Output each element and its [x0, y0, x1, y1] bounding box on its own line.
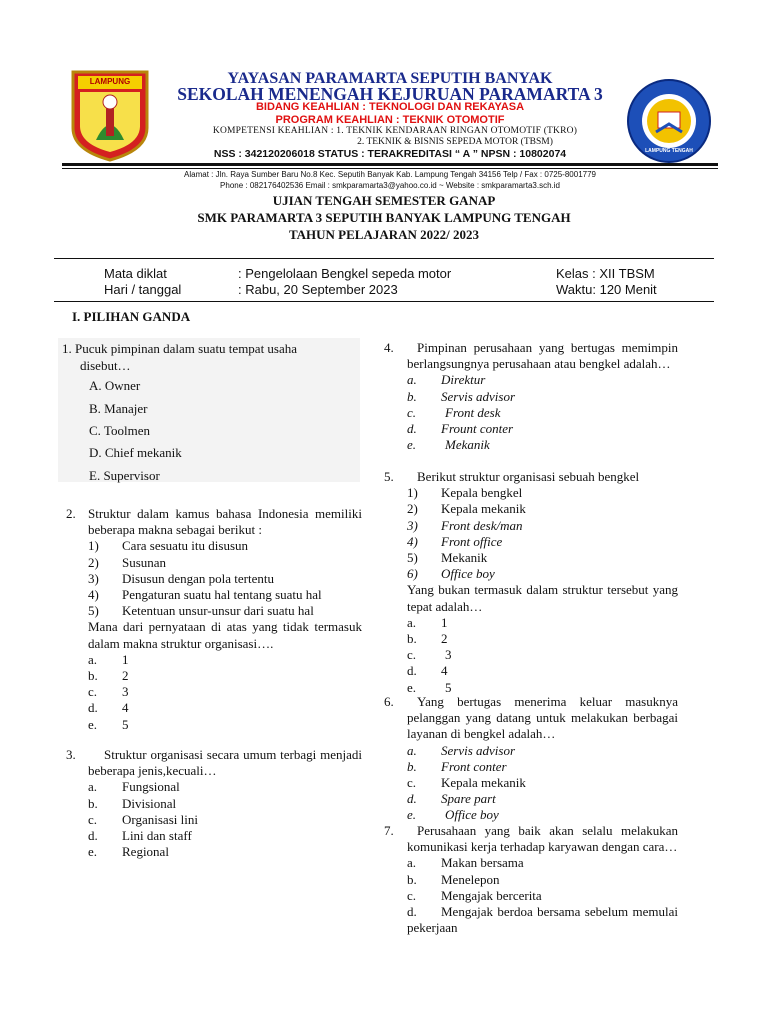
- q5-list-item-1: 1) Kepala bengkel: [407, 485, 523, 501]
- q5-text-2: Yang bukan termasuk dalam struktur tersebut yang tepat adalah…: [407, 582, 678, 614]
- address: Alamat : Jln. Raya Sumber Baru No.8 Kec. Seputih Banyak Kab. Lampung Tengah 34156 Telp / Fax : 0725-8001779: [184, 170, 596, 179]
- q2-text: Struktur dalam kamus bahasa Indonesia memiliki beberapa makna sebagai berikut :: [88, 506, 362, 538]
- q6-option-c[interactable]: c. Kepala mekanik: [407, 775, 526, 791]
- q1-text-line-2: disebut…: [80, 358, 131, 373]
- q3-option-d[interactable]: d. Lini dan staff: [88, 828, 192, 844]
- q4-option-c[interactable]: c. Front desk: [407, 404, 501, 420]
- question-7: [384, 823, 678, 936]
- q7-option-d[interactable]: d. Mengajak berdoa bersama sebelum memulai pekerjaan: [407, 904, 678, 936]
- q2-option-c[interactable]: c. 3: [88, 684, 129, 700]
- q6-text: Yang bertugas menerima keluar masuknya pelanggan yang datang untuk melakukan berbagai layanan di bengkel adalah…: [407, 694, 678, 742]
- q2-list-item-2: 2) Susunan: [88, 554, 167, 570]
- q3-number: 3.: [66, 747, 76, 762]
- q3-option-a[interactable]: a. Fungsional: [88, 779, 180, 795]
- q2-list-item-3: 3) Disusun dengan pola tertentu: [88, 570, 274, 586]
- exam-year: TAHUN PELAJARAN 2022/ 2023: [288, 227, 480, 242]
- program-keahlian: PROGRAM KEAHLIAN : TEKNIK OTOMOTIF: [275, 114, 505, 126]
- q4-option-d[interactable]: d. Frount conter: [407, 421, 514, 437]
- q3-option-c[interactable]: c. Organisasi lini: [88, 811, 198, 827]
- question-2: [66, 506, 362, 733]
- contact: Phone : 082176402536 Email : smkparamarta3@yahoo.co.id ~ Website : smkparamarta3.sch.id: [220, 181, 560, 190]
- q6-option-a[interactable]: a. Servis advisor: [407, 742, 516, 758]
- q5-option-b[interactable]: b. 2: [407, 631, 448, 647]
- q4-number: 4.: [384, 340, 394, 355]
- q5-option-d[interactable]: d. 4: [407, 663, 448, 679]
- q5-list-item-5: 5) Mekanik: [407, 550, 488, 566]
- q5-list-item-2: 2) Kepala mekanik: [407, 501, 526, 517]
- kompetensi-line-2: 2. TEKNIK & BISNIS SEPEDA MOTOR (TBSM): [357, 137, 553, 147]
- q4-option-b[interactable]: b. Servis advisor: [407, 388, 516, 404]
- q5-list-item-3: 3) Front desk/man: [407, 517, 523, 533]
- q1-option-d[interactable]: D. Chief mekanik: [89, 445, 182, 460]
- q2-option-e[interactable]: e. 5: [88, 716, 129, 732]
- q5-option-e[interactable]: e. 5: [407, 679, 452, 695]
- q5-option-c[interactable]: c. 3: [407, 647, 452, 663]
- q5-list-item-4: 4) Front office: [407, 533, 503, 549]
- q4-option-e[interactable]: e. Mekanik: [407, 437, 490, 453]
- q5-text: Berikut struktur organisasi sebuah bengkel: [417, 469, 640, 484]
- left-logo-text: LAMPUNG: [89, 77, 131, 86]
- q1-text-line-1: 1. Pucuk pimpinan dalam suatu tempat usaha: [62, 341, 298, 356]
- q5-number: 5.: [384, 469, 394, 484]
- q1-option-e[interactable]: E. Supervisor: [89, 468, 160, 483]
- question-1: [58, 338, 360, 482]
- exam-title: UJIAN TENGAH SEMESTER GANAP: [272, 193, 496, 208]
- q6-option-d[interactable]: d. Spare part: [407, 791, 496, 807]
- question-4: [384, 340, 678, 453]
- q2-option-d[interactable]: d. 4: [88, 700, 129, 716]
- q6-number: 6.: [384, 694, 394, 709]
- kompetensi-line-1: KOMPETENSI KEAHLIAN : 1. TEKNIK KENDARAAN RINGAN OTOMOTIF (TKRO): [212, 126, 578, 136]
- q7-text: Perusahaan yang baik akan selalu melakukan komunikasi kerja terhadap karyawan dengan cara…: [407, 823, 678, 855]
- q3-option-e[interactable]: e. Regional: [88, 844, 169, 860]
- q2-list-item-1: 1) Cara sesuatu itu disusun: [88, 538, 249, 554]
- mata-diklat-value: : Pengelolaan Bengkel sepeda motor: [238, 266, 452, 281]
- mata-diklat-label: Mata diklat: [104, 266, 167, 281]
- q5-list-item-6: 6) Office boy: [407, 566, 495, 582]
- hari-label: Hari / tanggal: [104, 282, 182, 297]
- q5-option-a[interactable]: a. 1: [407, 614, 448, 630]
- q1-option-b[interactable]: B. Manajer: [89, 401, 148, 416]
- q1-option-a[interactable]: A. Owner: [89, 378, 141, 393]
- hari-value: : Rabu, 20 September 2023: [238, 282, 398, 297]
- nss-status: NSS : 342120206018 STATUS : TERAKREDITASI “ A ” NPSN : 10802074: [213, 148, 567, 160]
- yayasan-name: YAYASAN PARAMARTA SEPUTIH BANYAK: [227, 70, 553, 87]
- header-divider-thin: [62, 168, 718, 169]
- kelas: Kelas : XII TBSM: [556, 266, 655, 281]
- q2-text-2: Mana dari pernyataan di atas yang tidak termasuk dalam makna struktur organisasi….: [88, 619, 362, 651]
- exam-school: SMK PARAMARTA 3 SEPUTIH BANYAK LAMPUNG TENGAH: [197, 210, 571, 225]
- waktu: Waktu: 120 Menit: [556, 282, 657, 297]
- left-logo: [70, 70, 150, 162]
- school-name: SEKOLAH MENENGAH KEJURUAN PARAMARTA 3: [177, 84, 603, 104]
- q7-option-c[interactable]: c. Mengajak bercerita: [407, 887, 542, 903]
- q4-text: Pimpinan perusahaan yang bertugas memimpin berlangsungnya perusahaan atau bengkel adalah…: [407, 340, 678, 372]
- right-logo-text: LAMPUNG TENGAH: [645, 148, 693, 154]
- question-6: [384, 694, 678, 824]
- q7-number: 7.: [384, 823, 394, 838]
- q6-option-b[interactable]: b. Front conter: [407, 758, 507, 774]
- q3-text: Struktur organisasi secara umum terbagi menjadi beberapa jenis,kecuali…: [88, 747, 362, 779]
- question-5: [384, 469, 678, 696]
- q4-option-a[interactable]: a. Direktur: [407, 372, 486, 388]
- question-3: [66, 747, 362, 860]
- q2-number: 2.: [66, 506, 76, 521]
- q7-option-b[interactable]: b. Menelepon: [407, 871, 500, 887]
- exam-info-box: [54, 258, 714, 302]
- q2-option-b[interactable]: b. 2: [88, 668, 129, 684]
- header-divider-thick: [62, 163, 718, 166]
- q2-option-a[interactable]: a. 1: [88, 651, 129, 667]
- q3-option-b[interactable]: b. Divisional: [88, 795, 177, 811]
- section-title: I. PILIHAN GANDA: [72, 309, 191, 324]
- q1-option-c[interactable]: C. Toolmen: [89, 423, 150, 438]
- q2-list-item-5: 5) Ketentuan unsur-unsur dari suatu hal: [88, 603, 314, 619]
- bidang-keahlian: BIDANG KEAHLIAN : TEKNOLOGI DAN REKAYASA: [255, 101, 525, 113]
- q2-list-item-4: 4) Pengaturan suatu hal tentang suatu hal: [88, 587, 322, 603]
- right-logo: [626, 78, 712, 164]
- q6-option-e[interactable]: e. Office boy: [407, 807, 499, 823]
- q7-option-a[interactable]: a. Makan bersama: [407, 855, 524, 871]
